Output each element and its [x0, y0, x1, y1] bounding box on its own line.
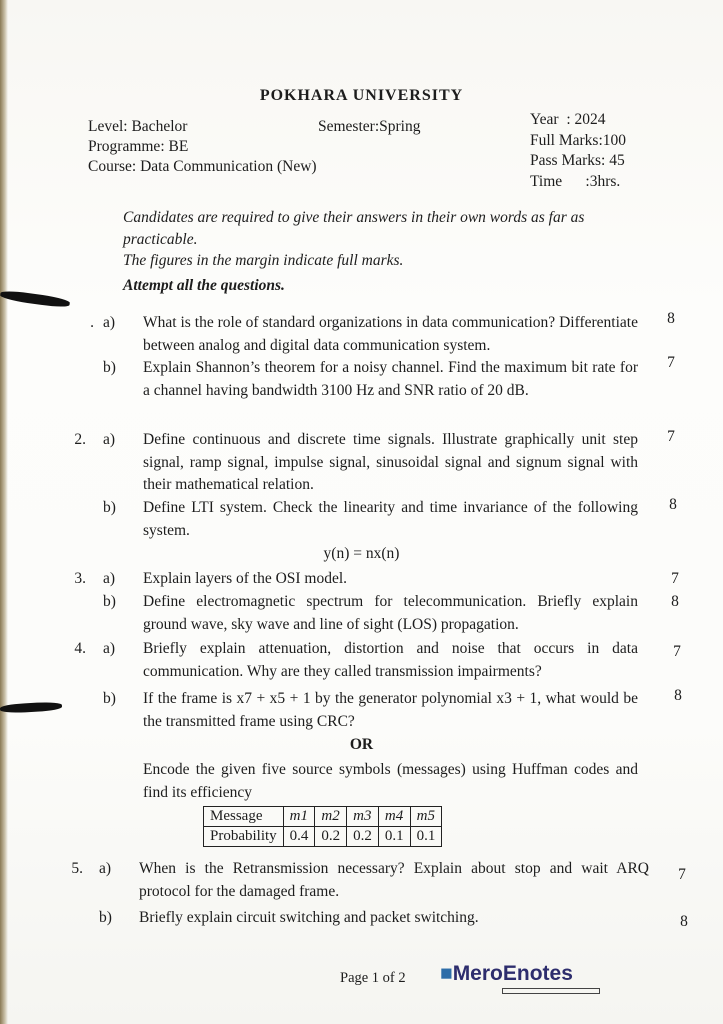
question-marks: 7	[667, 428, 675, 445]
or-separator: OR	[349, 736, 374, 753]
table-cell: 0.1	[378, 827, 410, 847]
time-label: Time :3hrs.	[530, 173, 621, 190]
table-cell: 0.2	[315, 827, 347, 847]
table-cell: 0.4	[283, 827, 315, 847]
book-icon: ■	[440, 962, 453, 985]
question-sub-label: a)	[103, 570, 116, 587]
table-cell: m3	[347, 807, 379, 827]
pass-marks-label: Pass Marks: 45	[530, 152, 625, 169]
question-number: 4.	[74, 640, 86, 657]
ink-smudge-1	[0, 289, 70, 309]
table-cell: 0.2	[347, 827, 379, 847]
instruction-3: Attempt all the questions.	[123, 277, 285, 294]
semester-label: Semester:Spring	[318, 118, 421, 135]
question-sub-label: a)	[103, 314, 116, 331]
question-marks: 8	[667, 310, 675, 327]
table-cell: m1	[283, 807, 315, 827]
question-marks: 7	[667, 354, 675, 371]
logo-underline	[502, 988, 600, 994]
question-marks: 8	[669, 496, 677, 513]
programme-label: Programme: BE	[88, 138, 189, 155]
question-number: 2.	[74, 431, 86, 448]
ink-smudge-2	[0, 701, 62, 713]
question-text: Define LTI system. Check the linearity and time invariance of the following system.	[143, 499, 638, 539]
year-label: Year : 2024	[530, 111, 606, 128]
page-edge-shadow	[0, 0, 8, 1024]
question-number: 5.	[71, 860, 83, 877]
table-cell: Probability	[204, 827, 284, 847]
question-marks: 7	[671, 570, 679, 587]
huffman-table	[203, 806, 442, 847]
question-text: Define electromagnetic spectrum for telecommunication. Briefly explain ground wave, sky wave and line of sight (LOS) propagation.	[143, 593, 638, 633]
table-row	[204, 807, 442, 827]
question-text: Encode the given five source symbols (messages) using Huffman codes and find its efficiency	[143, 761, 638, 801]
question-text: What is the role of standard organizations in data communication? Differentiate between analog and digital data communication system.	[143, 314, 638, 354]
table-cell: 0.1	[410, 827, 442, 847]
question-marks: 7	[678, 866, 686, 883]
university-title: POKHARA UNIVERSITY	[259, 87, 464, 104]
instruction-2: The figures in the margin indicate full marks.	[123, 252, 404, 269]
question-number: 3.	[74, 570, 86, 587]
instruction-1: Candidates are required to give their answers in their own words as far as practicable.	[123, 209, 585, 248]
table-cell: m2	[315, 807, 347, 827]
equation: y(n) = nx(n)	[323, 545, 400, 562]
course-label: Course: Data Communication (New)	[88, 158, 317, 175]
level-label: Level: Bachelor	[88, 118, 188, 135]
question-marks: 8	[674, 687, 682, 704]
question-sub-label: a)	[103, 431, 116, 448]
question-text: When is the Retransmission necessary? Explain about stop and wait ARQ protocol for the damaged frame.	[139, 860, 649, 900]
page-number: Page 1 of 2	[340, 970, 406, 986]
question-sub-label: b)	[103, 499, 116, 516]
question-text: Explain Shannon’s theorem for a noisy channel. Find the maximum bit rate for a channel having bandwidth 3100 Hz and SNR ratio of 20 dB.	[143, 359, 638, 399]
table-cell: Message	[204, 807, 284, 827]
question-sub-label: b)	[103, 593, 116, 610]
question-text: Explain layers of the OSI model.	[143, 570, 348, 587]
question-sub-label: a)	[103, 640, 116, 657]
full-marks-label: Full Marks:100	[530, 132, 627, 149]
table-row	[204, 827, 442, 847]
question-text: Briefly explain attenuation, distortion and noise that occurs in data communication. Why are they called transmission impairments?	[143, 640, 638, 680]
question-sub-label: b)	[99, 909, 112, 926]
table-cell: m4	[378, 807, 410, 827]
watermark-logo	[440, 962, 573, 986]
question-sub-label: b)	[103, 690, 116, 707]
logo-text: MeroEnotes	[452, 962, 573, 985]
question-sub-label: b)	[103, 359, 116, 376]
question-marks: 7	[673, 643, 681, 660]
question-text: Briefly explain circuit switching and packet switching.	[139, 909, 479, 926]
question-marks: 8	[680, 913, 688, 930]
question-text: If the frame is x7 + x5 + 1 by the generator polynomial x3 + 1, what would be the transmitted frame using CRC?	[143, 690, 638, 730]
question-marks: 8	[671, 593, 679, 610]
question-text: Define continuous and discrete time signals. Illustrate graphically unit step signal, ramp signal, impulse signal, sinusoidal signal and signum signal with their mathematical relation.	[143, 431, 638, 493]
table-cell: m5	[410, 807, 442, 827]
question-number: .	[90, 314, 94, 331]
question-sub-label: a)	[99, 860, 112, 877]
